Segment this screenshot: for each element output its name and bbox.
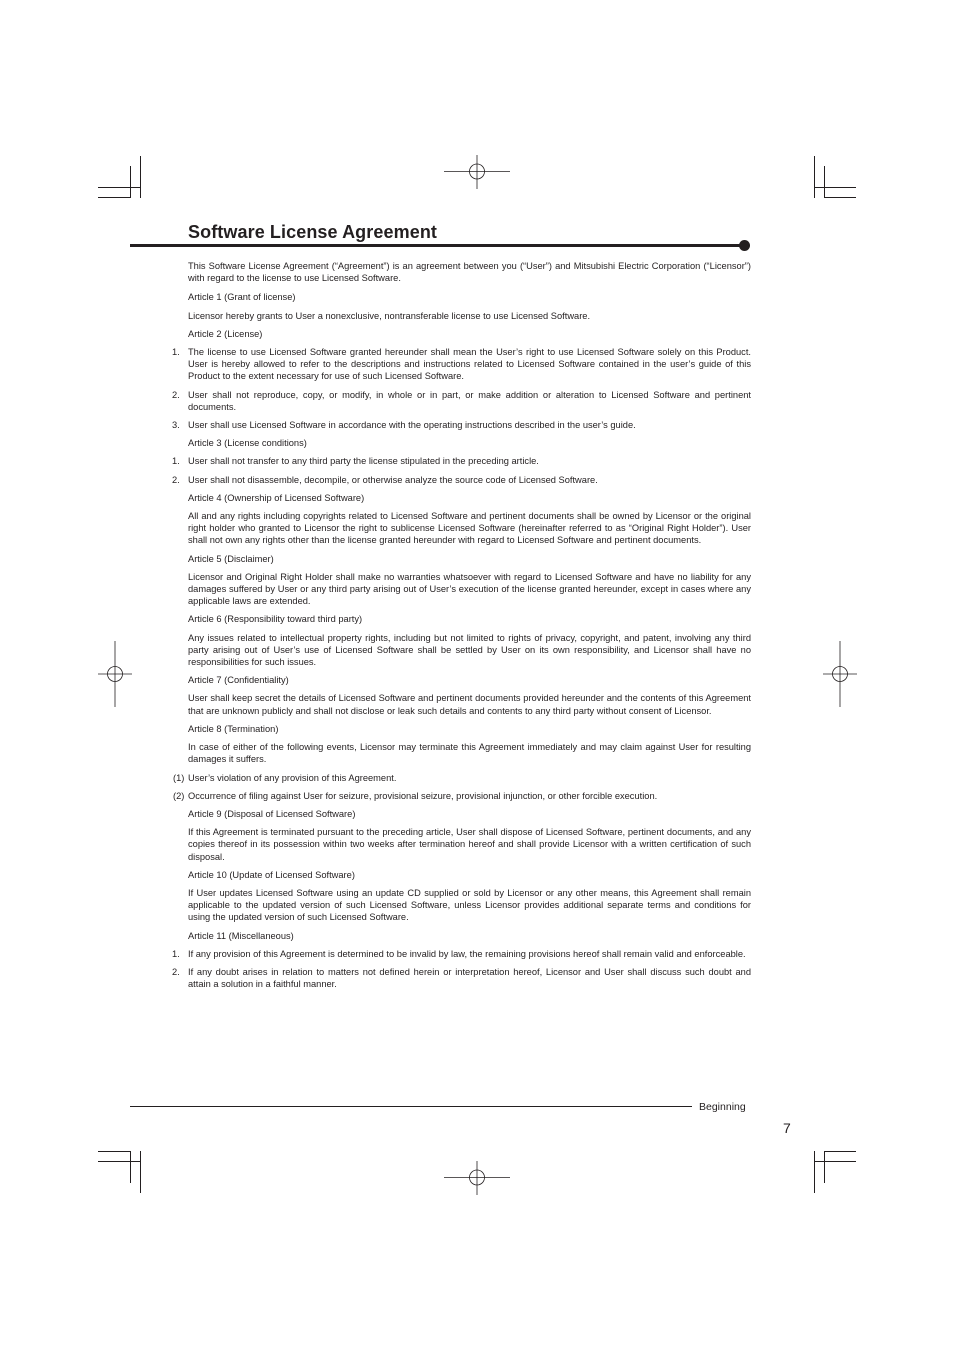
sub-item-number: (1) [173,772,185,783]
article-heading: Article 11 (Miscellaneous) [188,930,294,941]
article-body: User shall keep secret the details of Licensed Software and pertinent documents provided hereunder and the contents of this Agreement that are unknown publicly and shall not disclose or leak such details and contents to any third party without consent of Licensor. [188,693,751,716]
article-heading: Article 4 (Ownership of Licensed Software) [188,492,365,503]
article-body: Licensor and Original Right Holder shall make no warranties whatsoever with regard to Licensed Software and have no liability for any damages suffered by User or any third party arising out of User’s execution of the license granted hereunder, except in cases where any applicable laws are extended. [188,571,751,607]
item-text: If any provision of this Agreement is determined to be invalid by law, the remaining provisions hereof shall remain valid and enforceable. [188,948,746,959]
agreement-body [172,260,751,996]
sub-item-text: User’s violation of any provision of this Agreement. [188,772,397,783]
registration-mark-bottom-icon [444,1161,510,1195]
article-body: In case of either of the following events, Licensor may terminate this Agreement immediately and may claim against User for resulting damages it suffers. [188,742,751,765]
numbered-item [172,389,751,413]
registration-mark-top-icon [444,155,510,189]
item-text: User shall not disassemble, decompile, or otherwise analyze the source code of Licensed Software. [188,474,598,485]
numbered-item [172,474,751,486]
numbered-item [172,966,751,990]
item-text: If any doubt arises in relation to matters not defined herein or interpretation hereof, Licensor and User shall discuss such doubt and attain a solution in a faithful manner. [188,966,751,990]
item-number: 1. [172,456,180,467]
article-heading: Article 9 (Disposal of Licensed Software) [188,808,356,819]
title-rule [130,244,742,247]
section-label: Beginning [699,1101,746,1113]
article-heading: Article 7 (Confidentiality) [188,675,289,686]
registration-mark-left-icon [98,641,132,707]
item-text: User shall not reproduce, copy, or modify, in whole or in part, or make addition or alteration to Licensed Software and pertinent documents. [188,389,751,412]
title-rule-end-dot [739,240,750,251]
sub-item [173,772,751,784]
article-heading: Article 1 (Grant of license) [188,292,296,303]
article-body: Licensor hereby grants to User a nonexclusive, nontransferable license to use Licensed Software. [188,310,591,321]
article-heading: Article 10 (Update of Licensed Software) [188,869,355,880]
item-number: 1. [172,948,180,959]
registration-mark-right-icon [823,641,857,707]
numbered-item [172,455,751,467]
item-text: User shall use Licensed Software in accordance with the operating instructions described in the user’s guide. [188,420,636,431]
page-title: Software License Agreement [188,222,438,242]
article-body: If this Agreement is terminated pursuant to the preceding article, User shall dispose of Licensed Software, pertinent documents, and any copies thereof in its possession within two weeks after termination hereof and shall provide Licensor with a written certification of such disposal. [188,827,751,862]
article-heading: Article 5 (Disclaimer) [188,553,274,564]
intro-paragraph: This Software License Agreement (“Agreement”) is an agreement between you (“User”) and Mitsubishi Electric Corporation (“Licensor”) with regard to the license to use Licensed Software. [188,261,751,284]
item-text: The license to use Licensed Software granted hereunder shall mean the User’s right to use Licensed Software solely on this Product. User is hereby allowed to refer to the descriptions and instructions related to Licensed Software contained in the user’s guide of this Product to the extent necessary for use of such Licensed Software. [188,347,751,382]
sub-item-number: (2) [173,790,185,801]
numbered-item [172,948,751,960]
item-number: 3. [172,420,180,431]
article-body: All and any rights including copyrights related to Licensed Software and pertinent documents shall be owned by Licensor or the original right holder who granted to Licensor the right to sublicense Licensed Software (hereinafter referred to as “Original Right Holder”). User shall not own any rights other than the license granted hereunder with regard to Licensed Software and pertinent documents. [188,511,751,546]
sub-item-text: Occurrence of filing against User for seizure, provisional seizure, provisional injunction, or other forcible execution. [188,790,658,801]
page-number: 7 [783,1120,791,1136]
numbered-item [172,419,751,431]
article-heading: Article 2 (License) [188,328,263,339]
item-text: User shall not transfer to any third party the license stipulated in the preceding article. [188,456,539,467]
numbered-item [172,346,751,383]
item-number: 2. [172,389,180,400]
article-heading: Article 6 (Responsibility toward third party) [188,614,363,625]
footer-rule [130,1106,692,1107]
item-number: 1. [172,347,180,358]
item-number: 2. [172,474,180,485]
sub-item [173,790,751,802]
article-heading: Article 3 (License conditions) [188,438,307,449]
item-number: 2. [172,966,180,977]
article-body: Any issues related to intellectual property rights, including but not limited to rights of privacy, copyright, and patent, involving any third party arising out of User’s use of Licensed Software shall be settled by User on its own responsibility, and Licensor shall have no responsibilities for such issues. [188,632,751,668]
article-body: If User updates Licensed Software using an update CD supplied or sold by Licensor or any other means, this Agreement shall remain applicable to the updated version of such Licensed Software, unless Licensor provides additional separate terms and conditions for using the updated version of such Licensed Software. [188,887,751,923]
article-heading: Article 8 (Termination) [188,723,279,734]
